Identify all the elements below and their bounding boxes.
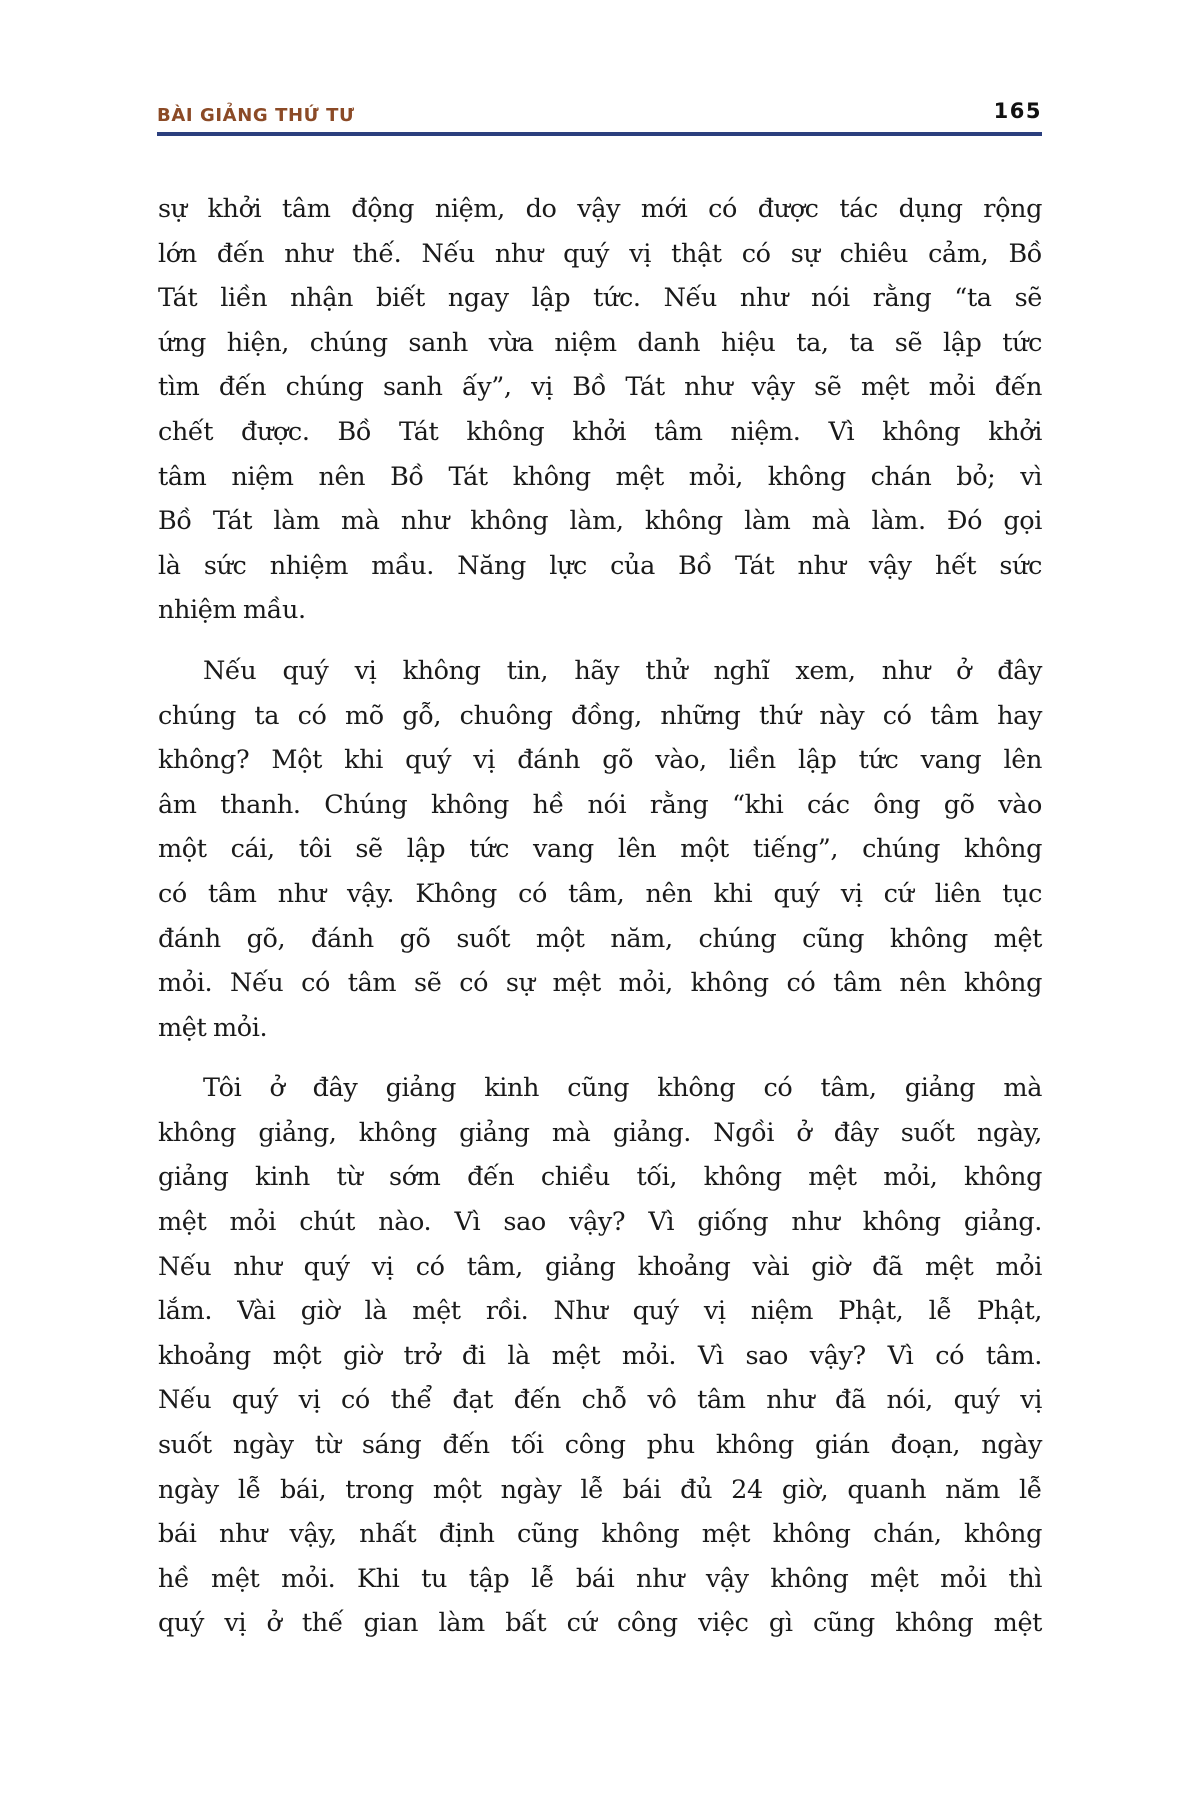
- text-line: hề mệt mỏi. Khi tu tập lễ bái như vậy không mệt mỏi thì: [158, 1563, 1042, 1594]
- text-line: chúng ta có mõ gỗ, chuông đồng, những thứ này có tâm hay: [158, 700, 1042, 731]
- text-line: Nếu quý vị có thể đạt đến chỗ vô tâm như đã nói, quý vị: [158, 1385, 1042, 1416]
- text-line: không? Một khi quý vị đánh gõ vào, liền lập tức vang lên: [158, 745, 1042, 776]
- text-line: một cái, tôi sẽ lập tức vang lên một tiếng”, chúng không: [158, 834, 1042, 865]
- text-line: Tát liền nhận biết ngay lập tức. Nếu như nói rằng “ta sẽ: [158, 283, 1042, 314]
- text-line: Bồ Tát làm mà như không làm, không làm mà làm. Đó gọi: [158, 506, 1042, 537]
- text-line: giảng kinh từ sớm đến chiều tối, không mệt mỏi, không: [158, 1162, 1042, 1193]
- text-line: không giảng, không giảng mà giảng. Ngồi ở đây suốt ngày,: [158, 1117, 1042, 1148]
- header-rule: [157, 132, 1042, 136]
- text-line: bái như vậy, nhất định cũng không mệt không chán, không: [158, 1519, 1042, 1550]
- text-line: quý vị ở thế gian làm bất cứ công việc gì cũng không mệt: [158, 1608, 1042, 1639]
- text-line: mệt mỏi chút nào. Vì sao vậy? Vì giống như không giảng.: [158, 1207, 1042, 1238]
- text-line: ứng hiện, chúng sanh vừa niệm danh hiệu ta, ta sẽ lập tức: [158, 327, 1042, 358]
- text-line: chết được. Bồ Tát không khởi tâm niệm. Vì không khởi: [158, 416, 1042, 447]
- text-line: mỏi. Nếu có tâm sẽ có sự mệt mỏi, không có tâm nên không: [158, 968, 1042, 999]
- text-line: âm thanh. Chúng không hề nói rằng “khi các ông gõ vào: [158, 789, 1042, 820]
- text-line: ngày lễ bái, trong một ngày lễ bái đủ 24 giờ, quanh năm lễ: [158, 1474, 1042, 1505]
- text-line: Nếu như quý vị có tâm, giảng khoảng vài giờ đã mệt mỏi: [158, 1251, 1042, 1282]
- paragraph: [158, 187, 1042, 633]
- paragraph: [158, 1066, 1042, 1646]
- page-number: 165: [993, 99, 1042, 123]
- text-line: lắm. Vài giờ là mệt rồi. Như quý vị niệm Phật, lễ Phật,: [158, 1296, 1042, 1327]
- text-line: nhiệm mầu.: [158, 595, 306, 626]
- text-line: Nếu quý vị không tin, hãy thử nghĩ xem, như ở đây: [203, 655, 1042, 686]
- text-line: là sức nhiệm mầu. Năng lực của Bồ Tát như vậy hết sức: [158, 550, 1042, 581]
- text-line: suốt ngày từ sáng đến tối công phu không gián đoạn, ngày: [158, 1430, 1042, 1461]
- text-line: Tôi ở đây giảng kinh cũng không có tâm, giảng mà: [203, 1073, 1042, 1104]
- text-line: tìm đến chúng sanh ấy”, vị Bồ Tát như vậy sẽ mệt mỏi đến: [158, 372, 1042, 403]
- running-head-title: BÀI GIẢNG THỨ TƯ: [157, 105, 355, 126]
- text-line: lớn đến như thế. Nếu như quý vị thật có sự chiêu cảm, Bồ: [158, 238, 1042, 269]
- text-line: khoảng một giờ trở đi là mệt mỏi. Vì sao vậy? Vì có tâm.: [158, 1340, 1042, 1371]
- text-line: có tâm như vậy. Không có tâm, nên khi quý vị cứ liên tục: [158, 878, 1042, 909]
- text-line: đánh gõ, đánh gõ suốt một năm, chúng cũng không mệt: [158, 923, 1042, 954]
- body-text: [158, 187, 1042, 1662]
- text-line: tâm niệm nên Bồ Tát không mệt mỏi, không chán bỏ; vì: [158, 461, 1042, 492]
- text-line: sự khởi tâm động niệm, do vậy mới có được tác dụng rộng: [158, 194, 1042, 224]
- paragraph: [158, 649, 1042, 1050]
- text-line: mệt mỏi.: [158, 1012, 268, 1043]
